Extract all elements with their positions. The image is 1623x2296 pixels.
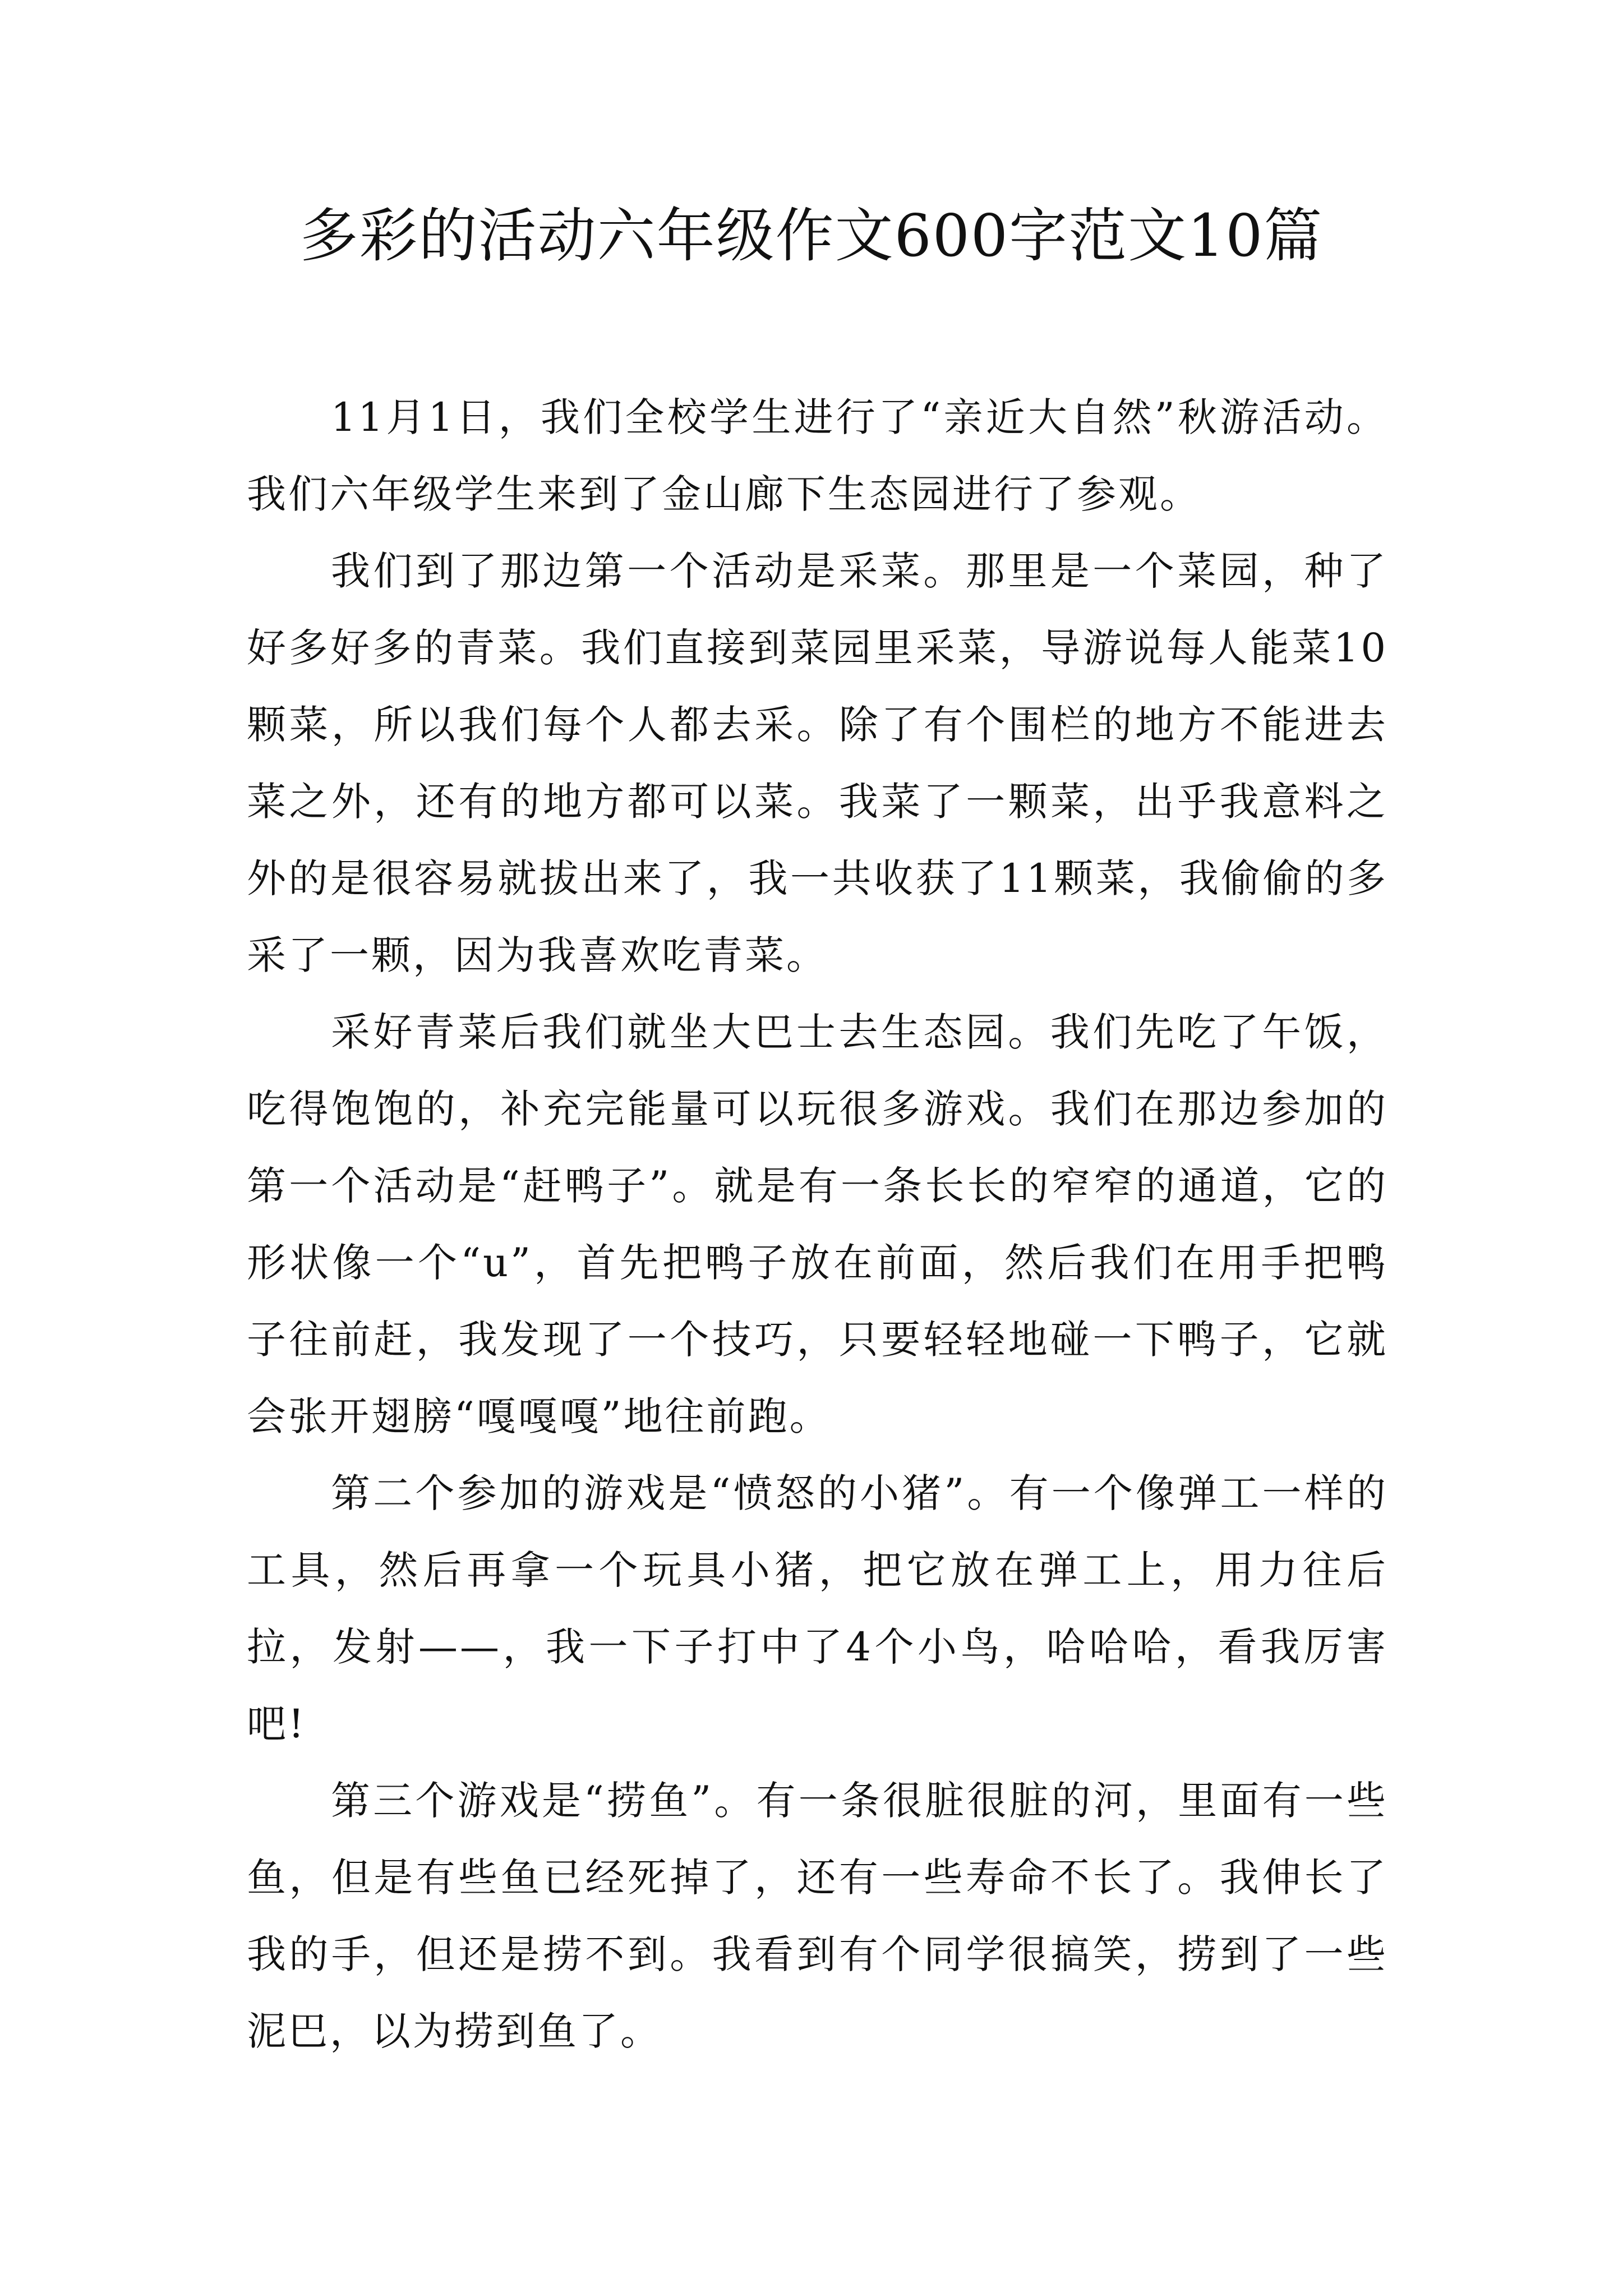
paragraph-1: 11月1日，我们全校学生进行了“亲近大自然”秋游活动。我们六年级学生来到了金山廊下生态园进行了参观。 bbox=[247, 394, 1388, 517]
document-title: 多彩的活动六年级作文600字范文10篇 bbox=[299, 201, 1324, 270]
paragraph-5: 第三个游戏是“捞鱼”。有一条很脏很脏的河，里面有一些鱼，但是有些鱼已经死掉了，还有一些寿命不长了。我伸长了我的手，但还是捞不到。我看到有个同学很搞笑，捞到了一些泥巴，以为捞到鱼了。 bbox=[247, 1778, 1388, 2054]
paragraph-2: 我们到了那边第一个活动是采菜。那里是一个菜园，种了好多好多的青菜。我们直接到菜园里采菜，导游说每人能菜10颗菜，所以我们每个人都去采。除了有个围栏的地方不能进去菜之外，还有的地方都可以菜。我菜了一颗菜，出乎我意料之外的是很容易就拔出来了，我一共收获了11颗菜，我偷偷的多采了一颗，因为我喜欢吃青菜。 bbox=[247, 548, 1388, 978]
document-body bbox=[247, 379, 1388, 2070]
paragraph-3: 采好青菜后我们就坐大巴士去生态园。我们先吃了午饭，吃得饱饱的，补充完能量可以玩很多游戏。我们在那边参加的第一个活动是“赶鸭子”。就是有一条长长的窄窄的通道，它的形状像一个“u”，首先把鸭子放在前面，然后我们在用手把鸭子往前赶，我发现了一个技巧，只要轻轻地碰一下鸭子，它就会张开翅膀“嘎嘎嘎”地往前跑。 bbox=[247, 1009, 1388, 1439]
paragraph-4: 第二个参加的游戏是“愤怒的小猪”。有一个像弹工一样的工具，然后再拿一个玩具小猪，把它放在弹工上，用力往后拉，发射——，我一下子打中了4个小鸟，哈哈哈，看我厉害吧! bbox=[247, 1470, 1388, 1747]
